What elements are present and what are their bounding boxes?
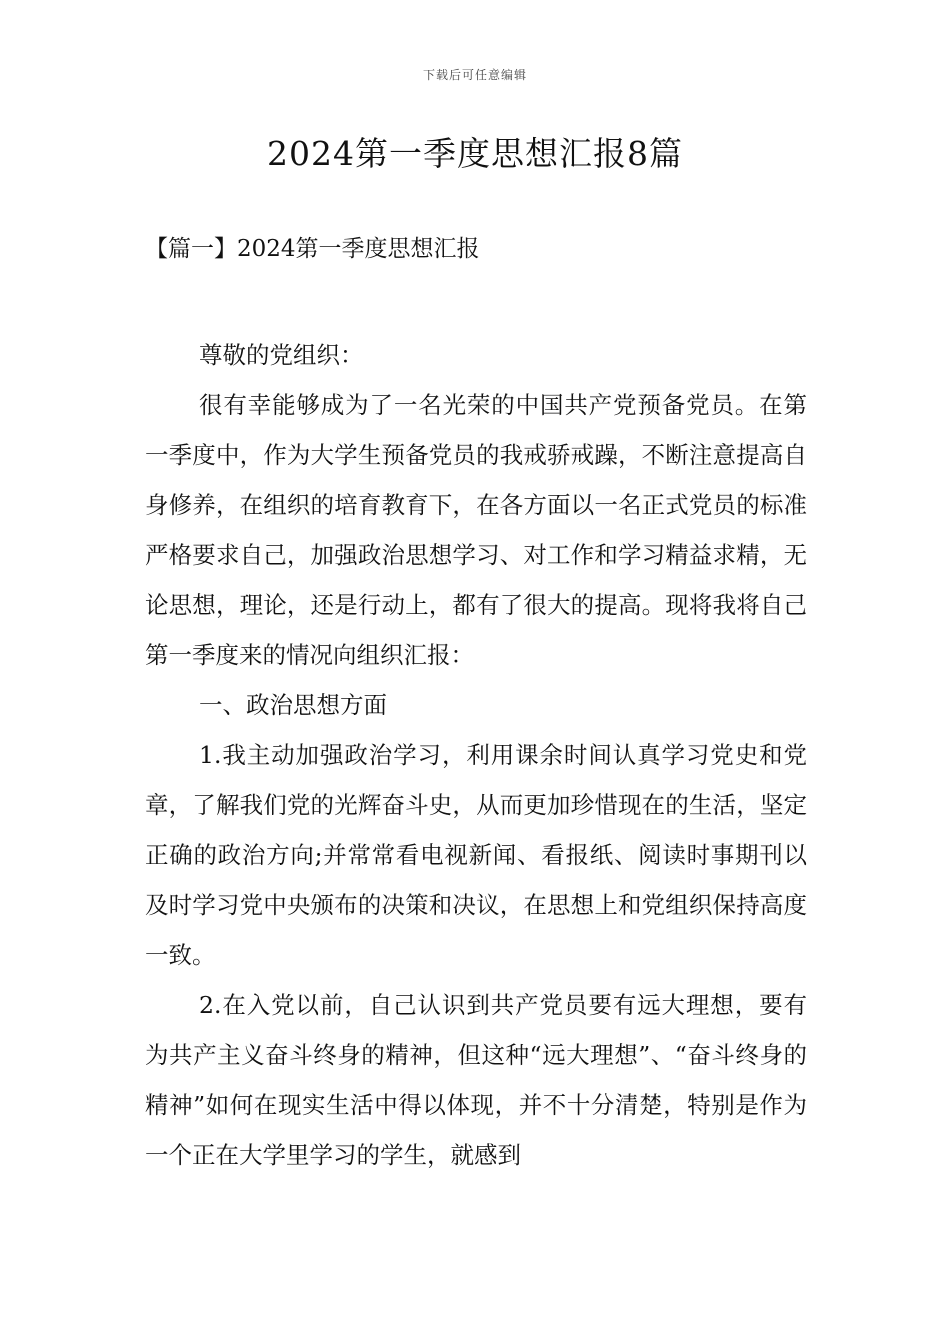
greeting: 尊敬的党组织： <box>199 341 364 369</box>
paragraph-subheading: 一、政治思想方面 <box>199 691 388 719</box>
paragraph-intro: 很有幸能够成为了一名光荣的中国共产党预备党员。在第一季度中，作为大学生预备党员的我戒骄戒躁，不断注意提高自身修养，在组织的培育教育下，在各方面以一名正式党员的标准严格要求自己，加强政治思想学习、对工作和学习精益求精，无论思想，理论，还是行动上，都有了很大的提高。现将我将自己第一季度来的情况向组织汇报： <box>145 391 807 669</box>
section-heading: 【篇一】2024第一季度思想汇报 <box>145 236 480 262</box>
paragraph-item-1: 1.我主动加强政治学习，利用课余时间认真学习党史和党章，了解我们党的光辉奋斗史，从而更加珍惜现在的生活，坚定正确的政治方向;并常常看电视新闻、看报纸、阅读时事期刊以及时学习党中央颁布的决策和决议，在思想上和党组织保持高度一致。 <box>145 741 807 969</box>
document-body <box>145 330 807 1180</box>
document-title: 2024第一季度思想汇报8篇 <box>267 134 683 173</box>
paragraph-item-2: 2.在入党以前，自己认识到共产党员要有远大理想，要有为共产主义奋斗终身的精神，但这种“远大理想”、“奋斗终身的精神”如何在现实生活中得以体现，并不十分清楚，特别是作为一个正在大学里学习的学生，就感到 <box>145 991 807 1169</box>
header-note: 下载后可任意编辑 <box>422 68 527 82</box>
